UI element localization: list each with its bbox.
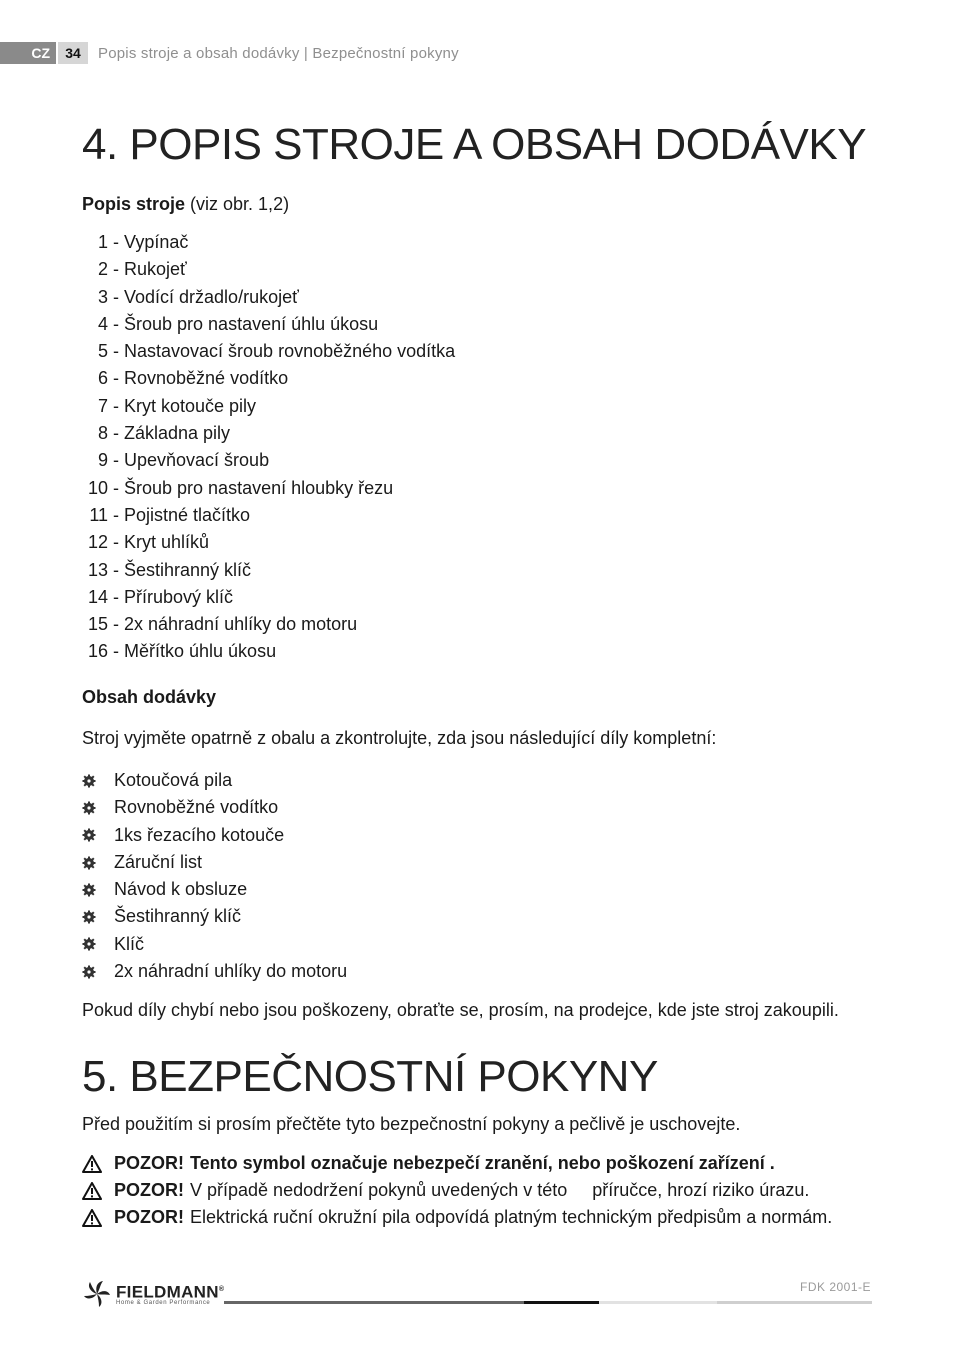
language-badge: CZ [0,42,56,64]
list-item [82,502,455,529]
machine-description-label: Popis stroje [82,194,186,214]
gear-bullet-icon [82,856,96,870]
section-4-heading: 4. POPIS STROJE A OBSAH DODÁVKY [82,120,867,169]
list-item [82,767,347,794]
gear-bullet-icon [82,774,96,788]
part-number: 12 [87,532,108,553]
warning-row [82,1207,832,1228]
part-number: 16 [87,641,108,662]
brand-name [116,1282,224,1301]
list-item [82,931,347,958]
list-item [82,393,455,420]
footer-rule-black [524,1301,599,1304]
footer-rule-dark [224,1301,524,1304]
parts-list [82,229,455,666]
part-number: 13 [87,559,108,580]
page-header [0,42,459,64]
list-item [82,256,455,283]
delivery-subheading [82,687,216,708]
warning-row [82,1153,775,1174]
warning-text: Tento symbol označuje nebezpečí zranění, nebo poškození zařízení . [190,1153,775,1173]
machine-description-ref: (viz obr. 1,2) [185,194,290,214]
list-item [82,338,455,365]
list-item [82,611,455,638]
part-number: 11 [89,504,108,525]
part-number: 3 [97,286,108,307]
list-item [82,822,347,849]
delivery-item-text: 1ks řezacího kotouče [114,824,285,845]
part-number: 4 [97,313,108,334]
safety-intro: Před použitím si prosím přečtěte tyto bezpečnostní pokyny a pečlivě je uschovejte. [82,1114,741,1134]
warning-label: POZOR! [114,1207,184,1227]
list-item [82,903,347,930]
part-text: - Pojistné tlačítko [108,504,251,525]
part-text: - 2x náhradní uhlíky do motoru [108,614,358,635]
delivery-item-text: Návod k obsluze [114,879,248,900]
part-text: - Kryt kotouče pily [108,395,257,416]
list-item [82,958,347,985]
list-item [82,447,455,474]
part-text: - Šroub pro nastavení úhlu úkosu [108,313,379,334]
delivery-item-text: Rovnoběžné vodítko [114,797,279,818]
model-number: FDK 2001-E [800,1280,872,1294]
list-item [82,557,455,584]
list-item [82,365,455,392]
gear-bullet-icon [82,801,96,815]
part-text: - Vypínač [108,232,189,252]
part-text: - Základna pily [108,423,231,444]
warning-triangle-icon [82,1209,102,1227]
part-number: 6 [97,368,108,389]
part-text: - Upevňovací šroub [108,450,270,471]
list-item [82,311,455,338]
part-number: 8 [97,423,108,444]
part-text: - Rukojeť [108,259,187,280]
part-number: 10 [87,477,108,498]
list-item [82,584,455,611]
gear-bullet-icon [82,937,96,951]
warning-text: V případě nedodržení pokynů uvedených v této příručce, hrozí riziko úrazu. [190,1180,810,1200]
list-item [82,284,455,311]
part-number: 7 [97,395,108,416]
part-number: 9 [97,450,108,471]
warning-row [82,1180,809,1201]
part-text: - Měřítko úhlu úkosu [108,641,277,662]
part-text: - Rovnoběžné vodítko [108,368,289,389]
part-text: - Přírubový klíč [108,586,234,607]
list-item [82,529,455,556]
list-item [82,420,455,447]
part-text: - Kryt uhlíků [108,532,210,553]
list-item [82,876,347,903]
footer-rule-gray [717,1301,872,1304]
warning-label: POZOR! [114,1153,184,1173]
footer-rule-light [599,1301,717,1304]
warning-label: POZOR! [114,1180,184,1200]
warning-triangle-icon [82,1182,102,1200]
warning-triangle-icon [82,1155,102,1173]
list-item [82,638,455,665]
delivery-intro: Stroj vyjměte opatrně z obalu a zkontrolujte, zda jsou následující díly kompletní: [82,728,717,748]
part-number: 14 [87,586,108,607]
delivery-item-text: Klíč [114,933,145,954]
fan-logo-icon [82,1279,112,1309]
gear-bullet-icon [82,828,96,842]
delivery-item-text: Kotoučová pila [114,770,233,790]
brand-tagline: Home & Garden Performance [116,1300,211,1307]
part-text: - Vodící držadlo/rukojeť [108,286,299,307]
list-item [82,475,455,502]
warning-text: Elektrická ruční okružní pila odpovídá platným technickým předpisům a normám. [190,1207,833,1227]
delivery-item-text: Šestihranný klíč [114,906,242,927]
delivery-item-text: 2x náhradní uhlíky do motoru [114,961,348,982]
part-text: - Šroub pro nastavení hloubky řezu [108,477,394,498]
part-number: 5 [97,341,108,362]
list-item [82,849,347,876]
part-number: 15 [87,614,108,635]
gear-bullet-icon [82,965,96,979]
brand-wordmark: FIELDMANN [116,1282,219,1302]
running-title: Popis stroje a obsah dodávky | Bezpečnostní pokyny [98,44,459,62]
part-number: 1 [97,232,108,252]
page-number: 34 [58,42,88,64]
list-item [82,229,455,256]
part-text: - Šestihranný klíč [108,559,252,580]
missing-parts-note: Pokud díly chybí nebo jsou poškozeny, obraťte se, prosím, na prodejce, kde jste stroj zakoupili. [82,1000,839,1020]
list-item [82,794,347,821]
delivery-list [82,767,347,985]
trademark-mark: ® [218,1285,225,1293]
section-5-heading: 5. BEZPEČNOSTNÍ POKYNY [82,1052,658,1101]
part-number: 2 [97,259,108,280]
brand-logo [82,1279,224,1309]
delivery-item-text: Záruční list [114,851,203,872]
machine-description-subheading [82,194,289,215]
gear-bullet-icon [82,883,96,897]
gear-bullet-icon [82,910,96,924]
delivery-label: Obsah dodávky [82,687,217,707]
part-text: - Nastavovací šroub rovnoběžného vodítka [108,341,456,362]
